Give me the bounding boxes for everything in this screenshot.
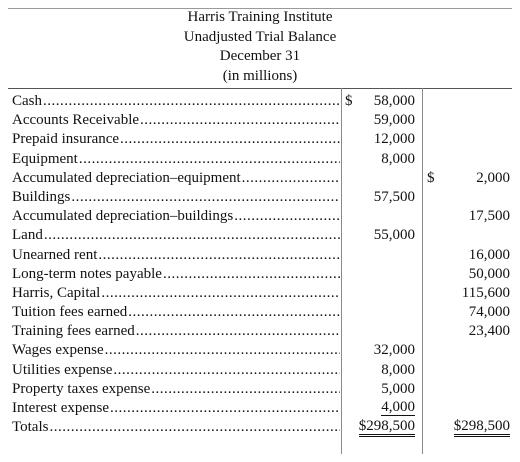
debit-cell-amount: 12,000 <box>373 131 415 148</box>
account-label <box>12 246 340 265</box>
dot-leader <box>79 150 340 169</box>
table-row <box>0 265 520 284</box>
debit-cell-amount: 5,000 <box>381 380 415 397</box>
dot-leader <box>120 130 340 149</box>
account-label <box>12 92 340 111</box>
debit-cell-amount: 55,000 <box>373 227 415 244</box>
debit-cell <box>345 92 415 111</box>
account-label <box>12 130 340 149</box>
table-row <box>0 284 520 303</box>
account-name: Training fees earned <box>12 323 135 340</box>
account-label <box>12 265 340 284</box>
account-label <box>12 284 340 303</box>
account-name: Accumulated depreciation–equipment <box>12 169 241 186</box>
table-row <box>0 169 520 188</box>
table-row <box>0 246 520 265</box>
credit-cell <box>427 207 510 226</box>
account-label <box>12 303 340 322</box>
credit-cell-amount: 74,000 <box>468 304 510 321</box>
table-row <box>0 303 520 322</box>
dot-leader <box>110 399 340 418</box>
header-rule <box>8 88 512 89</box>
debit-cell-amount: 32,000 <box>373 342 415 359</box>
report-date: December 31 <box>219 48 301 64</box>
account-label <box>12 361 340 380</box>
debit-cell <box>345 188 415 207</box>
debit-cell <box>345 111 415 130</box>
account-label <box>12 150 340 169</box>
debit-cell-amount: 59,000 <box>373 112 415 129</box>
table-row <box>0 380 520 399</box>
account-name: Accounts Receivable <box>12 112 140 129</box>
table-row <box>0 207 520 226</box>
account-name: Accumulated depreciation–buildings <box>12 208 234 225</box>
account-name: Prepaid insurance <box>12 131 120 148</box>
account-name: Tuition fees earned <box>12 304 128 321</box>
debit-cell <box>345 380 415 399</box>
credit-cell <box>427 169 510 188</box>
account-label <box>12 341 340 360</box>
total-debit-amount: $298,500 <box>359 418 415 437</box>
table-row <box>0 322 520 341</box>
credit-cell <box>427 265 510 284</box>
total-credit <box>427 418 510 437</box>
dot-leader <box>49 418 340 437</box>
credit-cell-amount: 17,500 <box>468 208 510 225</box>
account-label <box>12 399 340 418</box>
debit-cell <box>345 150 415 169</box>
debit-cell <box>345 226 415 245</box>
debit-cell-amount: 8,000 <box>381 150 415 167</box>
dot-leader <box>151 380 340 399</box>
dot-leader <box>43 92 340 111</box>
debit-cell <box>345 361 415 380</box>
dot-leader <box>140 111 340 130</box>
table-row <box>0 92 520 111</box>
dot-leader <box>234 207 340 226</box>
dot-leader <box>71 188 340 207</box>
dot-leader <box>128 303 340 322</box>
dot-leader <box>113 361 340 380</box>
account-label <box>12 169 340 188</box>
trial-balance-table <box>0 92 520 437</box>
table-row <box>0 111 520 130</box>
account-label <box>12 226 340 245</box>
account-name: Property taxes expense <box>12 380 151 397</box>
table-row <box>0 130 520 149</box>
totals-name: Totals <box>12 419 49 436</box>
account-name: Cash <box>12 93 42 109</box>
dot-leader <box>105 341 340 360</box>
account-label <box>12 207 340 226</box>
account-label <box>12 322 340 341</box>
debit-cell-currency-symbol: $ <box>345 93 353 109</box>
account-label <box>12 111 340 130</box>
account-name: Wages expense <box>12 342 104 359</box>
credit-cell <box>427 246 510 265</box>
account-label <box>12 188 340 207</box>
report-title: Unadjusted Trial Balance <box>183 28 337 45</box>
account-name: Land <box>12 227 43 244</box>
credit-cell-amount: 2,000 <box>476 169 510 186</box>
debit-cell-amount: 8,000 <box>381 361 415 378</box>
account-name: Utilities expense <box>12 361 113 378</box>
credit-cell-amount: 16,000 <box>468 246 510 263</box>
account-name: Interest expense <box>12 400 110 416</box>
report-header <box>8 8 512 86</box>
credit-cell-amount: 23,400 <box>468 323 510 340</box>
debit-cell-amount: 58,000 <box>373 93 415 109</box>
table-row <box>0 150 520 169</box>
debit-cell <box>345 341 415 360</box>
account-name: Unearned rent <box>12 246 98 263</box>
table-row <box>0 188 520 207</box>
total-credit-amount: $298,500 <box>454 418 510 437</box>
totals-label <box>12 418 340 437</box>
dot-leader <box>163 265 340 284</box>
table-row <box>0 361 520 380</box>
dot-leader <box>136 322 340 341</box>
table-row <box>0 399 520 418</box>
credit-cell-amount: 50,000 <box>468 265 510 282</box>
dot-leader <box>242 169 340 188</box>
dot-leader <box>44 226 340 245</box>
company-name: Harris Training Institute <box>187 9 333 25</box>
credit-cell <box>427 322 510 341</box>
debit-cell-amount: 57,500 <box>373 188 415 205</box>
account-name: Buildings <box>12 188 71 205</box>
account-name: Harris, Capital <box>12 284 101 301</box>
debit-cell-amount: 4,000 <box>381 399 415 415</box>
dot-leader <box>98 246 340 265</box>
report-units: (in millions) <box>222 67 298 84</box>
credit-cell-amount: 115,600 <box>461 284 510 301</box>
table-row <box>0 226 520 245</box>
credit-cell <box>427 284 510 303</box>
table-row <box>0 341 520 360</box>
account-name: Equipment <box>12 150 78 167</box>
totals-row <box>0 418 520 437</box>
dot-leader <box>101 284 340 303</box>
total-debit <box>345 418 415 437</box>
debit-cell <box>345 399 415 416</box>
credit-cell <box>427 303 510 322</box>
credit-cell-currency-symbol: $ <box>427 169 435 186</box>
account-label <box>12 380 340 399</box>
account-name: Long-term notes payable <box>12 265 162 282</box>
debit-cell <box>345 130 415 149</box>
